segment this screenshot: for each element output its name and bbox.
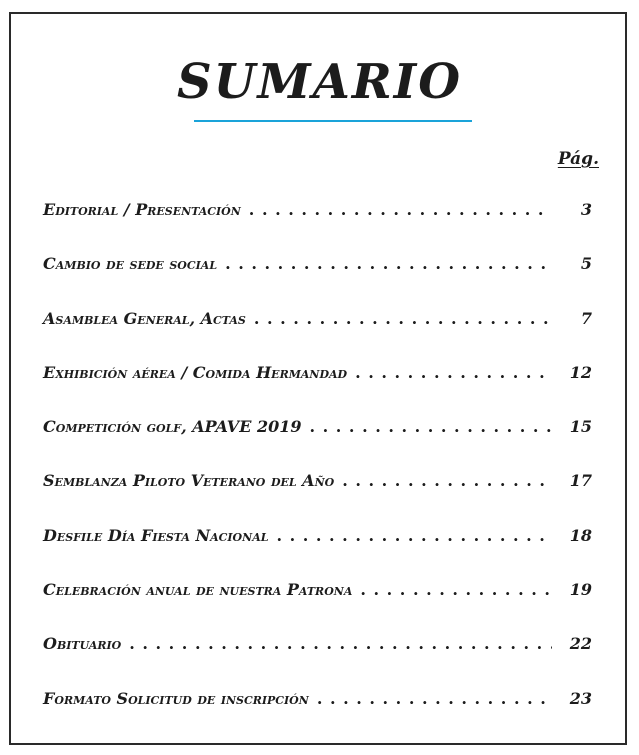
toc-entry-title: Asamblea General, Actas	[43, 308, 246, 328]
leader-dots	[225, 254, 552, 273]
toc-entry-title: Competición golf, APAVE 2019	[43, 417, 302, 437]
leader-dots	[254, 309, 552, 328]
toc-entry-page: 7	[580, 308, 592, 328]
toc-entry[interactable]	[43, 526, 592, 580]
toc-entry-page: 22	[569, 634, 592, 654]
toc-entry-title: Obituario	[43, 634, 122, 654]
leader-dots	[276, 526, 552, 545]
toc-entry[interactable]	[43, 254, 592, 308]
toc-entry-title: Celebración anual de nuestra Patrona	[43, 580, 353, 600]
toc-entry-title: Exhibición aérea / Comida Hermandad	[43, 362, 348, 382]
page-column-header: Pág.	[557, 149, 599, 169]
leader-dots	[360, 580, 552, 599]
toc-entry-page: 18	[569, 525, 592, 545]
document-title: SUMARIO	[176, 54, 463, 110]
table-of-contents	[43, 200, 592, 743]
toc-entry[interactable]	[43, 471, 592, 525]
toc-entry-page: 12	[569, 362, 592, 382]
leader-dots	[317, 689, 552, 708]
leader-dots	[355, 363, 552, 382]
toc-entry[interactable]	[43, 309, 592, 363]
toc-entry-title: Desfile Día Fiesta Nacional	[43, 525, 269, 545]
toc-entry[interactable]	[43, 689, 592, 743]
toc-entry-page: 5	[580, 254, 592, 274]
toc-entry[interactable]	[43, 200, 592, 254]
toc-entry-page: 3	[580, 200, 592, 219]
toc-entry-title: Formato Solicitud de inscripción	[43, 688, 309, 708]
toc-entry[interactable]	[43, 580, 592, 634]
toc-entry-page: 17	[569, 471, 592, 491]
title-underline	[194, 120, 472, 122]
toc-entry[interactable]	[43, 634, 592, 688]
toc-entry-page: 19	[569, 580, 592, 600]
leader-dots	[310, 417, 553, 436]
toc-entry[interactable]	[43, 363, 592, 417]
toc-entry[interactable]	[43, 417, 592, 471]
toc-entry-page: 23	[569, 688, 592, 708]
leader-dots	[129, 634, 552, 653]
toc-entry-page: 15	[569, 417, 592, 437]
toc-entry-title: Semblanza Piloto Veterano del Año	[43, 471, 335, 491]
leader-dots	[249, 200, 552, 219]
toc-entry-title: Cambio de sede social	[43, 254, 218, 274]
toc-entry-title: Editorial / Presentación	[43, 200, 241, 219]
leader-dots	[342, 471, 552, 490]
